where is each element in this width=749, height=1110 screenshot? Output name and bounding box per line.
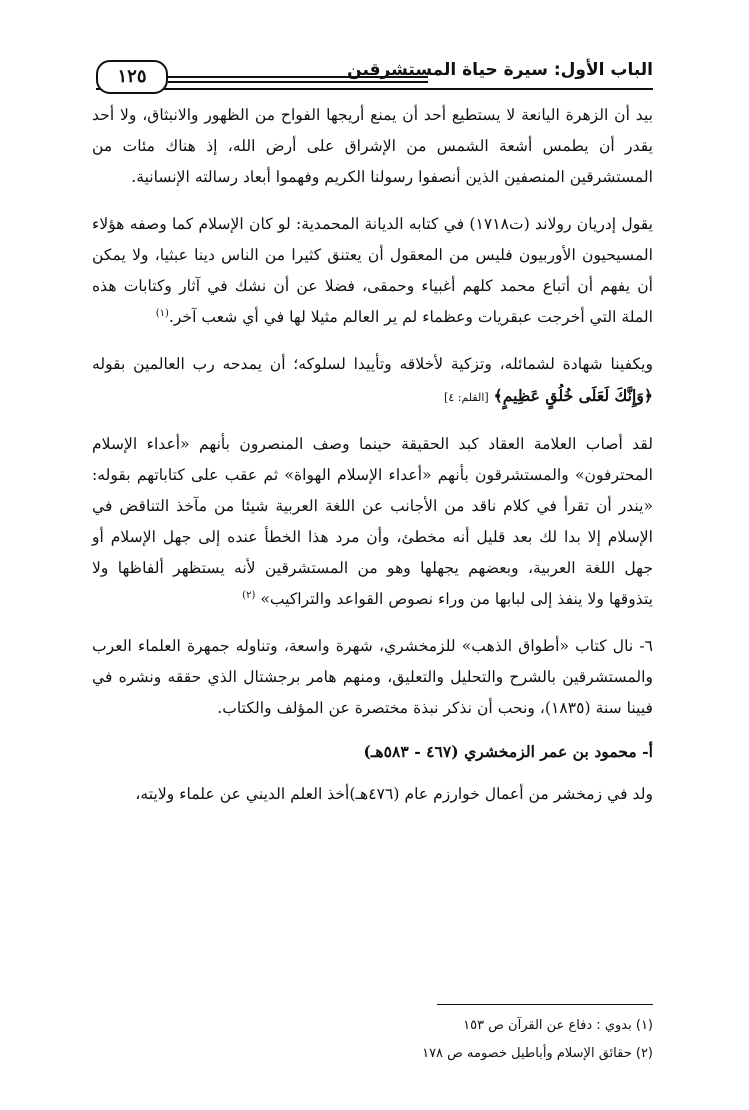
running-title: الباب الأول: سيرة حياة المستشرقين	[347, 60, 653, 80]
section-heading: أ- محمود بن عمر الزمخشري (٤٦٧ - ٥٨٣هـ)	[363, 742, 653, 761]
page-header	[96, 52, 653, 94]
footnote-2: (٢) حقائق الإسلام وأباطيل خصومه ص ١٧٨	[422, 1046, 653, 1061]
paragraph-4	[92, 429, 653, 615]
footnote-ref-1: (١)	[155, 307, 169, 319]
paragraph-5: ٦- نال كتاب «أطواق الذهب» للزمخشري، شهرة واسعة، وتناوله جمهرة العلماء العرب والمستشرقين بالشرح والتحليل والتعليق، ومنهم هامر برجشتال الذي حققه ونشره في فيينا سنة (١٨٣٥)، ونحب أن نذكر نبذة مختصرة عن المؤلف والكتاب.	[92, 637, 653, 717]
footnote-1: (١) بدوي : دفاع عن القرآن ص ١٥٣	[463, 1018, 653, 1033]
footnote-ref-2: (٢)	[242, 589, 256, 601]
quran-verse: ﴿وَإِنَّكَ لَعَلَى خُلُقٍ عَظِيمٍ﴾	[493, 386, 653, 405]
paragraph-2	[92, 209, 653, 333]
verse-citation: [القلم: ٤]	[444, 391, 489, 404]
paragraph-3-text: ويكفينا شهادة لشمائله، وتزكية لأخلاقه وتأييدا لسلوكه؛ أن يمدحه رب العالمين بقوله	[92, 355, 653, 373]
header-rule	[96, 88, 653, 90]
header-ornament-line	[168, 76, 428, 78]
paragraph-1: بيد أن الزهرة اليانعة لا يستطيع أحد أن يمنع أريجها الفواح من الظهور والانبثاق، ولا أحد يقدر أن يطمس أشعة الشمس من الإشراق على أرض الله، إذ هناك مئات من المستشرقين المنصفين الذين أنصفوا رسولنا الكريم وفهموا أبعاد رسالته الإنسانية.	[92, 106, 653, 186]
footnotes	[300, 1012, 653, 1068]
paragraph-3	[92, 349, 653, 413]
paragraph-2-text: يقول إدريان رولاند (ت١٧١٨) في كتابه الديانة المحمدية: لو كان الإسلام كما وصفه هؤلاء المسيحيون الأوربيون فليس من المعقول أن يعتنق كثيرا من الناس دينا عبثيا، ولا يمكن أن يفهم أن أتباع محمد كلهم أغبياء وحمقى، فضلا عن أن نشك في آثار وكتابات هذه الملة التي أخرجت عبقريات وعظماء لم ير العالم مثيلا لها في أي شعب آخر.	[92, 215, 654, 326]
paragraph-4-text: لقد أصاب العلامة العقاد كبد الحقيقة حينما وصف المنصرون بأنهم «أعداء الإسلام المحترفون» والمستشرقون بأنهم «أعداء الإسلام الهواة» ثم عقب على كتاباتهم بقوله: «يندر أن تقرأ في كلام ناقد من الأجانب عن اللغة العربية شيئا من مآخذ التناقض في الإسلام إلا بدا لك بعد قليل أنه مخطئ، وأن مرد هذا الخطأ عنده إلى جهل الإسلام أو جهل اللغة العربية، وبعضهم يجهلها وهو من المستشرقين لأنه يستظهر ألفاظها ولا يتذوقها ولا ينفذ إلى لبابها من وراء نصوص القواعد والتراكيب»	[92, 435, 653, 608]
paragraph-6: ولد في زمخشر من أعمال خوارزم عام (٤٧٦هـ)أخذ العلم الديني عن علماء ولايته،	[135, 785, 653, 803]
page-number: ١٢٥	[96, 60, 168, 94]
footnote-separator	[437, 1004, 653, 1005]
body-text	[92, 100, 653, 826]
header-ornament-line-2	[168, 81, 428, 83]
